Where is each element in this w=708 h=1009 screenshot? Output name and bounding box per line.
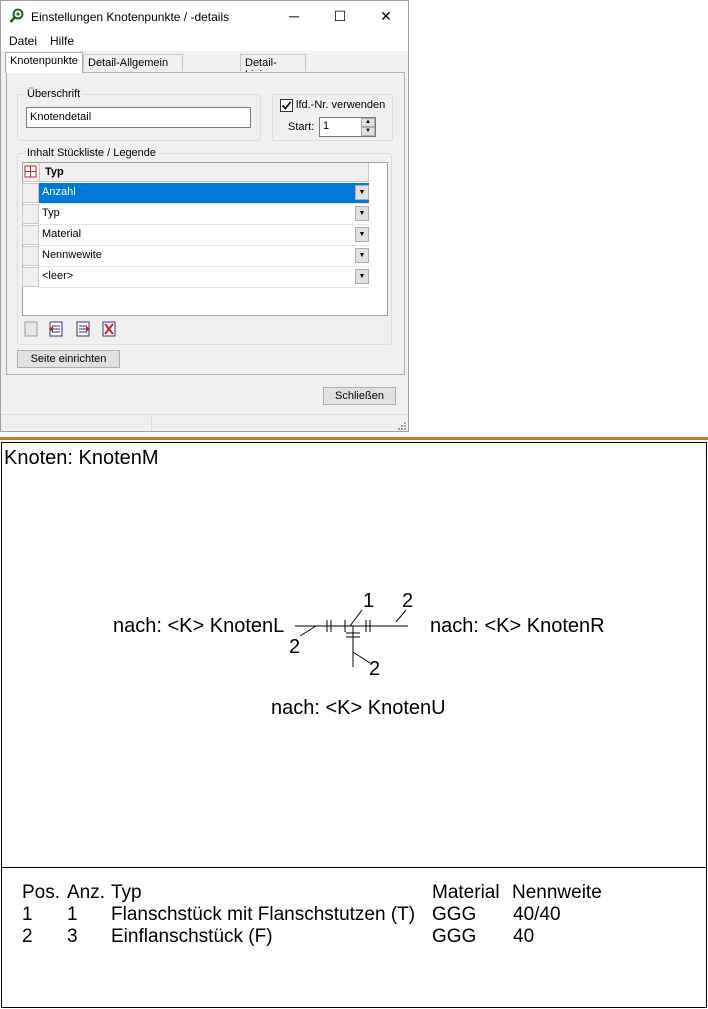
legend-row2-pos: 2 [22, 926, 33, 947]
lfd-checkbox-label: lfd.-Nr. verwenden [296, 99, 386, 111]
legend-row1-nennweite: 40/40 [513, 904, 561, 925]
legend-header-material: Material [432, 882, 500, 903]
drawing-title: Knoten: KnotenM [4, 447, 159, 469]
row-value: Typ [42, 207, 60, 219]
row-select[interactable] [39, 267, 369, 288]
legend-row2-nennweite: 40 [513, 926, 535, 947]
legend-header-typ: Typ [111, 882, 142, 903]
pos-number-top: 1 [363, 590, 375, 612]
ueberschrift-label: Überschrift [27, 88, 81, 100]
append-row-icon[interactable] [75, 321, 91, 337]
legend-header-pos: Pos. [22, 882, 61, 903]
grid-corner-button[interactable] [23, 163, 40, 182]
tab-detail-allgemein[interactable]: Detail-Allgemein [83, 54, 183, 71]
legend-header-anz: Anz. [67, 882, 106, 903]
grid-column-header-typ[interactable]: Typ [40, 163, 369, 182]
inhalt-label: Inhalt Stückliste / Legende [27, 147, 157, 159]
window-title: Einstellungen Knotenpunkte / -details [31, 10, 230, 24]
row-header[interactable] [22, 267, 39, 287]
insert-row-icon[interactable] [48, 321, 64, 337]
label-left: nach: <K> KnotenL [113, 615, 285, 637]
leader-2-right [396, 610, 406, 622]
label-bottom: nach: <K> KnotenU [271, 697, 446, 719]
row-select[interactable] [39, 183, 369, 204]
legend-header-nennweite: Nennweite [512, 882, 602, 903]
new-row-icon[interactable] [23, 321, 39, 337]
maximize-button[interactable]: ☐ [333, 8, 347, 24]
app-magnifier-icon [9, 8, 25, 24]
row-header[interactable] [22, 183, 39, 203]
table-row[interactable] [22, 204, 369, 225]
minimize-button[interactable]: ─ [289, 8, 299, 24]
pos-number-left: 2 [289, 636, 301, 658]
leader-2-bottom [353, 652, 370, 663]
schliessen-button[interactable]: Schließen [323, 387, 396, 405]
table-row[interactable] [22, 267, 369, 288]
legend-row2-anz: 3 [67, 926, 78, 947]
row-select[interactable] [39, 225, 369, 246]
dropdown-arrow-icon[interactable]: ▼ [355, 269, 369, 284]
dropdown-arrow-icon[interactable]: ▼ [355, 206, 369, 221]
menu-datei[interactable]: Datei [9, 34, 38, 48]
status-divider [151, 417, 152, 431]
row-header[interactable] [22, 246, 39, 266]
leader-1 [350, 610, 362, 626]
dropdown-arrow-icon[interactable]: ▼ [355, 227, 369, 242]
row-value: <leer> [42, 270, 74, 282]
menu-hilfe[interactable]: Hilfe [50, 34, 75, 48]
separator-line [0, 437, 708, 440]
legend-row1-typ: Flanschstück mit Flanschstutzen (T) [111, 904, 416, 925]
dropdown-arrow-icon[interactable]: ▼ [355, 185, 369, 200]
lfd-checkbox[interactable] [280, 99, 293, 112]
legend-row1-anz: 1 [67, 904, 78, 925]
row-value: Nennwewite [42, 249, 102, 261]
resize-grip-icon[interactable] [397, 421, 407, 431]
status-bar [1, 414, 408, 432]
legend-row2-typ: Einflanschstück (F) [111, 926, 273, 947]
start-label: Start: [288, 121, 315, 133]
table-row[interactable] [22, 225, 369, 246]
legend-row1-pos: 1 [22, 904, 33, 925]
pos-number-bottom: 2 [369, 658, 381, 680]
title-bar[interactable] [1, 1, 408, 31]
row-value: Anzahl [42, 186, 76, 198]
close-button[interactable]: ✕ [380, 8, 392, 24]
delete-row-icon[interactable] [101, 321, 117, 337]
dropdown-arrow-icon[interactable]: ▼ [355, 248, 369, 263]
seite-einrichten-button[interactable]: Seite einrichten [17, 350, 120, 368]
node-schematic [280, 595, 420, 670]
row-header[interactable] [22, 225, 39, 245]
row-select[interactable] [39, 204, 369, 225]
tab-detail-linien[interactable]: Detail- [240, 54, 306, 71]
legend-divider [2, 867, 706, 868]
tab-knotenpunkte[interactable]: Knotenpunkte [5, 52, 83, 73]
table-row[interactable] [22, 183, 369, 204]
leader-2-left [300, 626, 316, 636]
pos-number-top-right: 2 [402, 590, 414, 612]
menu-bar [1, 31, 408, 51]
settings-window [0, 0, 409, 432]
spin-down-button[interactable]: ▼ [361, 127, 375, 136]
ueberschrift-input[interactable]: Knotendetail [26, 107, 251, 128]
table-row[interactable] [22, 246, 369, 267]
row-value: Material [42, 228, 82, 240]
grid-table-icon [23, 163, 38, 180]
start-value: 1 [323, 120, 330, 132]
row-header[interactable] [22, 204, 39, 224]
checkmark-icon [281, 100, 292, 111]
legend-row1-material: GGG [432, 904, 477, 925]
spin-up-button[interactable]: ▲ [361, 118, 375, 127]
label-right: nach: <K> KnotenR [430, 615, 605, 637]
row-select[interactable] [39, 246, 369, 267]
legend-row2-material: GGG [432, 926, 477, 947]
